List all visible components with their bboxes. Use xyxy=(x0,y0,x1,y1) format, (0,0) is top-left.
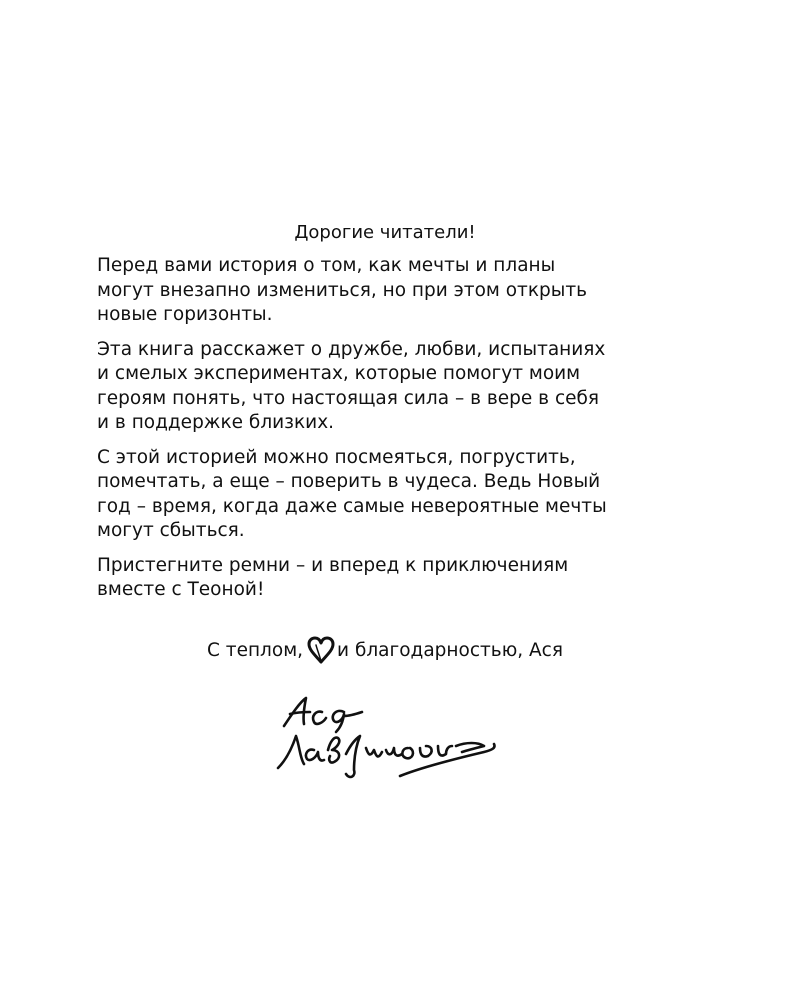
paragraph-4 xyxy=(97,554,697,603)
text-line: помечтать, а еще – поверить в чудеса. Ведь Новый xyxy=(97,471,601,492)
text-line: вместе с Теоной! xyxy=(97,579,265,600)
text-line: могут внезапно измениться, но при этом открыть xyxy=(97,279,588,301)
text-line: новые горизонты. xyxy=(97,304,273,325)
handwritten-signature xyxy=(270,690,510,790)
text-line: Эта книга расскажет о дружбе, любви, испытаниях xyxy=(97,338,606,360)
text-line: и в поддержке близких. xyxy=(97,412,335,433)
heart-icon xyxy=(306,635,336,665)
text-line: героям понять, что настоящая сила – в вере в себя xyxy=(97,387,600,409)
paragraph-2 xyxy=(97,338,697,436)
letter-greeting: Дорогие читатели! xyxy=(294,222,476,243)
text-line: С этой историей можно посмеяться, погрустить, xyxy=(97,446,576,468)
letter-closing xyxy=(0,635,770,665)
closing-text-start: С теплом, xyxy=(207,640,304,661)
paragraph-3 xyxy=(97,446,697,544)
paragraph-1 xyxy=(97,254,697,328)
letter-body xyxy=(97,254,697,613)
text-line: могут сбыться. xyxy=(97,520,245,541)
text-line: Перед вами история о том, как мечты и планы xyxy=(97,255,556,276)
text-line: Пристегните ремни – и вперед к приключениям xyxy=(97,554,569,576)
text-line: год – время, когда даже самые невероятные мечты xyxy=(97,495,607,517)
text-line: и смелых экспериментах, которые помогут моим xyxy=(97,363,581,384)
closing-text-end: и благодарностью, Ася xyxy=(337,640,563,661)
